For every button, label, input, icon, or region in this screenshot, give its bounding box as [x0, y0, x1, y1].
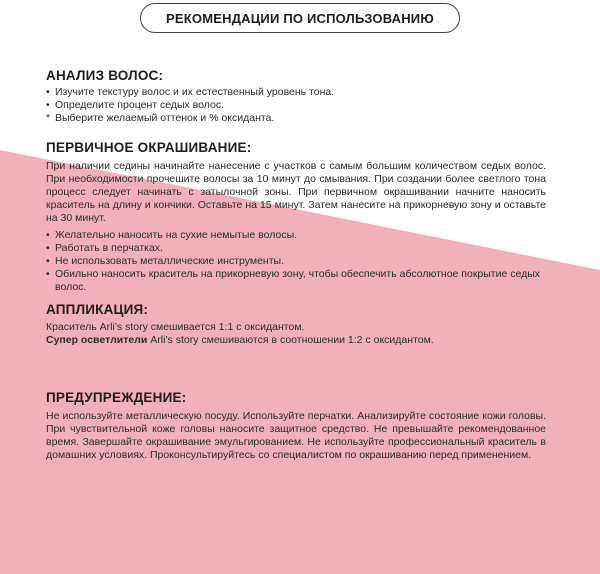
- analysis-title: АНАЛИЗ ВОЛОС:: [46, 68, 164, 83]
- application-line-2: [46, 334, 546, 347]
- application-line-1: Краситель Arli’s story смешивается 1:1 с оксидантом.: [46, 321, 305, 333]
- primary-text: При наличии седины начинайте нанесение с участков с самым большим количеством седых волос. При необходимости прочешите волосы за 10 минут до смывания. При создании более светлого тона процесс следует начинать с затылочной зоны. При первичном окрашивании начните наносить краситель на длину и кончики. Оставьте на 15 минут. Затем нанесите на прикорневую зону и оставьте на 30 минут.: [46, 160, 546, 224]
- list-item: • Обильно наносить краситель на прикорневую зону, чтобы обеспечить абсолютное покрытие седых волос.: [46, 268, 541, 293]
- warning-section: [46, 389, 546, 462]
- header-title: РЕКОМЕНДАЦИИ ПО ИСПОЛЬЗОВАНИЮ: [140, 3, 460, 33]
- primary-title: ПЕРВИЧНОЕ ОКРАШИВАНИЕ:: [46, 140, 252, 155]
- application-line-2-bold: Супер осветлители: [46, 334, 148, 346]
- application-title: АППЛИКАЦИЯ:: [46, 302, 149, 317]
- list-item: • Желательно наносить на сухие немытые волосы.: [46, 229, 298, 241]
- warning-text: Не используйте металлическую посуду. Используйте перчатки. Анализируйте состояние кожи головы. При чувствительной коже головы наносите защитное средство. Не превышайте рекомендованное время. Завершайте окрашивание эмульгированием. Не используйте профессиональный краситель в домашних условиях. Проконсультируйтесь со специалистом по окрашиванию перед применением.: [46, 410, 546, 461]
- list-item: * Выберите желаемый оттенок и % оксиданта.: [46, 112, 275, 124]
- analysis-list: [46, 86, 546, 125]
- analysis-section: [46, 67, 546, 125]
- primary-list: [46, 229, 546, 294]
- primary-section: [46, 139, 546, 294]
- list-item: • Не использовать металлические инструменты.: [46, 255, 284, 267]
- list-item: • Работать в перчатках.: [46, 242, 163, 254]
- list-item: • Определите процент седых волос.: [46, 99, 225, 111]
- application-line-2-rest: Arli’s story смешиваются в соотношении 1:2 с оксидантом.: [147, 334, 434, 346]
- warning-title: ПРЕДУПРЕЖДЕНИЕ:: [46, 390, 187, 405]
- application-section: [46, 301, 546, 347]
- list-item: • Изучите текстуру волос и их естественный уровень тона.: [46, 86, 335, 98]
